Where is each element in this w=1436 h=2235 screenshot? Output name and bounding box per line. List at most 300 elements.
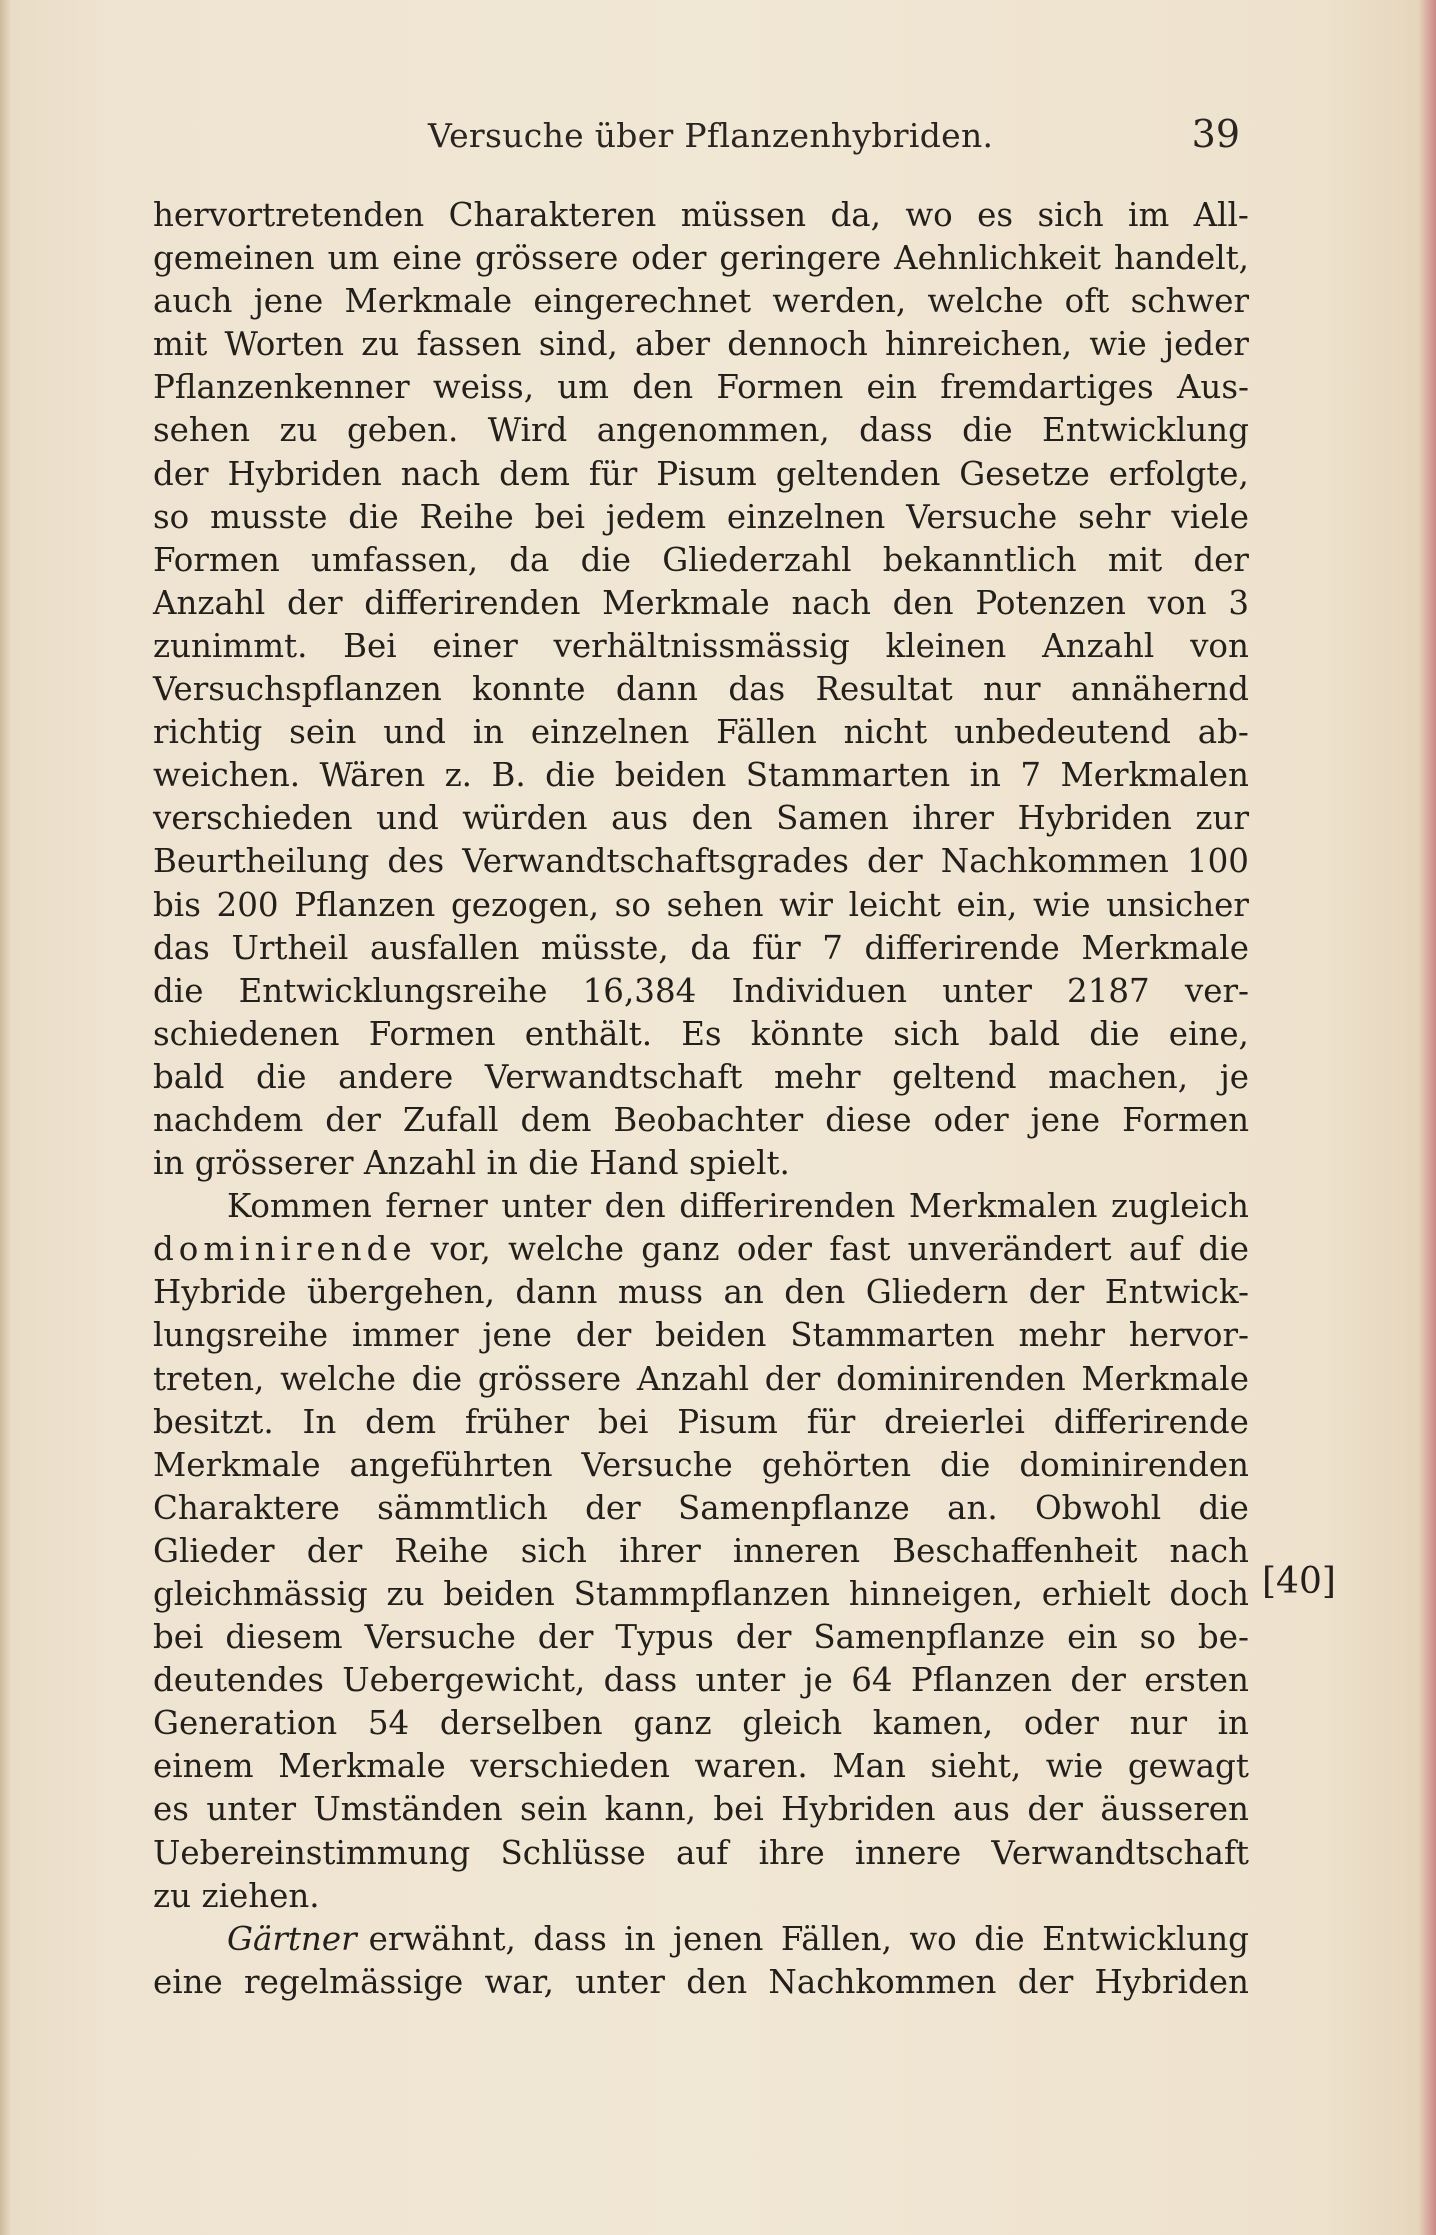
word: Formen xyxy=(153,540,280,579)
word: nur xyxy=(983,670,1041,709)
word: dominirenden xyxy=(1019,1445,1249,1484)
word: auf xyxy=(1128,1230,1182,1269)
word: zugleich xyxy=(1110,1187,1249,1226)
word: geringere xyxy=(719,239,882,278)
word: Merkmale xyxy=(153,1445,321,1484)
word: wie xyxy=(1089,325,1147,364)
word: die xyxy=(545,756,596,795)
word: oder xyxy=(1023,1704,1099,1743)
text-line xyxy=(153,1358,1249,1401)
word: hinneigen, xyxy=(848,1575,1023,1613)
word: Kommen xyxy=(227,1187,372,1226)
word: Merkmale xyxy=(344,282,513,321)
word: Merkmale xyxy=(1081,1359,1249,1398)
word: Es xyxy=(681,1014,722,1053)
word: Charaktere xyxy=(153,1488,340,1527)
word: Obwohl xyxy=(1035,1488,1162,1527)
word: äusseren xyxy=(1100,1790,1249,1829)
text-line xyxy=(153,1056,1249,1099)
word: in xyxy=(1217,1704,1249,1743)
word: das xyxy=(153,928,210,967)
word: geltenden xyxy=(775,454,941,493)
emphasis-gaertner: Gärtner xyxy=(227,1919,357,1958)
word: die xyxy=(962,411,1013,450)
word: oft xyxy=(1064,282,1110,321)
word: Merkmalen xyxy=(1060,756,1249,795)
word: Entwick- xyxy=(1104,1273,1249,1312)
word: bis xyxy=(153,885,201,924)
word: Stammpflanzen xyxy=(573,1575,831,1613)
word: nach xyxy=(400,454,481,493)
word: Umständen xyxy=(313,1790,503,1829)
word: Samenpflanze xyxy=(813,1618,1046,1657)
word: sieht, xyxy=(930,1747,1022,1786)
word: Zufall xyxy=(402,1100,499,1139)
word: Beschaffenheit xyxy=(892,1531,1138,1570)
word: immer xyxy=(351,1316,459,1355)
text-line xyxy=(153,539,1249,582)
text-line xyxy=(153,1185,1249,1228)
word: verhältnissmässig xyxy=(553,626,850,665)
word: 200 xyxy=(216,885,279,924)
word: jeder xyxy=(1164,325,1249,364)
word: der xyxy=(764,1359,821,1398)
word: in xyxy=(472,713,505,752)
word: dennoch xyxy=(727,325,868,364)
word: Anzahl xyxy=(363,1144,477,1183)
word: diesem xyxy=(225,1618,343,1657)
word: differirende xyxy=(1053,1402,1249,1441)
word: des xyxy=(387,842,445,881)
word: es xyxy=(153,1790,189,1829)
text-line xyxy=(153,280,1249,323)
word: unter xyxy=(942,971,1032,1010)
text-line xyxy=(153,1788,1249,1831)
word: jenen xyxy=(673,1919,764,1958)
text-line xyxy=(153,1099,1249,1142)
word: derselben xyxy=(439,1704,603,1743)
word: wie xyxy=(1045,1747,1104,1786)
word: gezogen, xyxy=(451,885,600,924)
word: müssen xyxy=(680,196,807,234)
word: andere xyxy=(338,1057,454,1096)
word: gleichmässig xyxy=(153,1575,368,1613)
word: ihre xyxy=(758,1833,825,1872)
word: inneren xyxy=(732,1531,861,1570)
word: Hand xyxy=(589,1144,679,1183)
word: doch xyxy=(1169,1575,1249,1613)
word: B. xyxy=(491,756,526,795)
text-line xyxy=(153,194,1249,237)
word: Pisum xyxy=(656,454,757,493)
word: auch xyxy=(153,282,233,321)
word: oder xyxy=(933,1100,1009,1139)
word: gewagt xyxy=(1127,1747,1249,1786)
word: dreierlei xyxy=(884,1402,1025,1441)
word: Merkmale xyxy=(602,583,770,622)
word: der xyxy=(325,1100,381,1139)
word: besitzt. xyxy=(153,1402,274,1441)
word: angenommen, xyxy=(596,411,830,450)
word: die xyxy=(1198,1230,1249,1269)
word: Potenzen xyxy=(975,583,1126,622)
word: mehr xyxy=(1018,1316,1106,1355)
text-line xyxy=(153,1013,1249,1056)
text-line xyxy=(153,1271,1249,1314)
word: In xyxy=(302,1402,337,1441)
word: früher xyxy=(464,1402,570,1441)
word: sind, xyxy=(538,325,618,364)
word: Individuen xyxy=(731,971,908,1010)
text-line xyxy=(153,625,1249,668)
word: den xyxy=(691,799,753,838)
word: jene xyxy=(253,282,324,321)
word: aus xyxy=(952,1790,1010,1829)
word: den xyxy=(686,1962,748,2001)
word: ihrer xyxy=(619,1531,701,1570)
text-line xyxy=(153,1745,1249,1788)
word: der xyxy=(306,1531,363,1570)
word: die xyxy=(580,540,632,579)
word: hinreichen, xyxy=(885,325,1073,364)
word: aus xyxy=(611,799,669,838)
word: auf xyxy=(676,1833,729,1872)
word: bekanntlich xyxy=(882,540,1077,579)
word: Urtheil xyxy=(231,928,349,967)
word: oder xyxy=(736,1230,812,1269)
word: lungsreihe xyxy=(153,1316,329,1355)
word: einzelnen xyxy=(530,713,690,752)
word: mehr xyxy=(773,1057,861,1096)
word: unsicher xyxy=(1106,885,1249,924)
body-text xyxy=(153,194,1249,2004)
word: Hybriden xyxy=(781,1790,936,1829)
text-line xyxy=(153,1961,1249,2004)
word: Glieder xyxy=(153,1531,275,1570)
word: Hybriden xyxy=(1094,1962,1249,2001)
word: ab- xyxy=(1197,713,1249,752)
word: nicht xyxy=(843,713,928,752)
word: ziehen. xyxy=(201,1876,320,1915)
word: zu xyxy=(386,1575,425,1613)
word: fast xyxy=(829,1230,891,1269)
text-line xyxy=(153,1573,1249,1616)
word: Hybride xyxy=(153,1273,287,1312)
word: müsste, xyxy=(541,928,669,967)
word: da xyxy=(509,540,550,579)
word: 64 xyxy=(851,1661,893,1700)
word: Beurtheilung xyxy=(153,842,370,881)
word: 2187 xyxy=(1067,971,1150,1010)
word: bald xyxy=(988,1014,1061,1053)
word: jedem xyxy=(605,497,707,536)
word: Hybriden xyxy=(227,454,382,493)
word: eine xyxy=(153,1962,223,2001)
word: Formen xyxy=(716,368,844,407)
word: dann xyxy=(615,670,698,709)
text-line xyxy=(153,840,1249,883)
word: sich xyxy=(1037,196,1104,234)
word: jene xyxy=(1030,1100,1101,1139)
word: aber xyxy=(635,325,710,364)
page-number: 39 xyxy=(1191,112,1240,156)
word: gleich xyxy=(742,1704,843,1743)
word: die xyxy=(411,1359,463,1398)
word: Formen xyxy=(368,1014,496,1053)
word: 54 xyxy=(367,1704,410,1743)
word: könnte xyxy=(750,1014,865,1053)
word: innere xyxy=(854,1833,962,1872)
word: nur xyxy=(1129,1704,1187,1743)
word: Bei xyxy=(343,626,397,665)
word: unverändert xyxy=(907,1230,1112,1269)
word: mit xyxy=(1107,540,1163,579)
word: zur xyxy=(1195,799,1249,838)
word: Merkmalen xyxy=(908,1187,1098,1226)
word: kamen, xyxy=(872,1704,994,1743)
word: den xyxy=(892,583,954,622)
word: leicht xyxy=(848,885,941,924)
word: fremdartiges xyxy=(940,368,1154,407)
word: musste xyxy=(210,497,328,536)
word: in xyxy=(153,1144,185,1183)
word: der xyxy=(867,842,923,881)
page-header xyxy=(160,108,1240,168)
word: ein xyxy=(866,368,918,407)
word: jene xyxy=(482,1316,552,1355)
word: unter xyxy=(695,1661,786,1700)
text-line xyxy=(153,496,1249,539)
word: in xyxy=(969,756,1001,795)
word: das xyxy=(728,670,786,709)
word: bei xyxy=(534,497,586,536)
page-right-edge xyxy=(1418,0,1436,2235)
word: der xyxy=(1193,540,1249,579)
text-line xyxy=(153,1314,1249,1357)
word: so xyxy=(614,885,651,924)
word: ihrer xyxy=(912,799,994,838)
word: welche xyxy=(280,1359,396,1398)
word: sein xyxy=(289,713,357,752)
text-line-rest xyxy=(431,1228,1249,1271)
word: Entwicklungsreihe xyxy=(238,971,548,1010)
word: zu xyxy=(153,1876,192,1915)
word: weiss, xyxy=(432,368,535,407)
word: be- xyxy=(1197,1618,1249,1657)
word: die xyxy=(974,1919,1025,1958)
word: je xyxy=(1219,1057,1249,1096)
word: für xyxy=(752,928,801,967)
word: den xyxy=(604,1187,666,1226)
word: wie xyxy=(1033,885,1091,924)
word: unter xyxy=(206,1790,297,1829)
word: z. xyxy=(444,756,473,795)
word: ferner xyxy=(385,1187,488,1226)
word: die xyxy=(939,1445,991,1484)
text-line xyxy=(153,1832,1249,1875)
text-line-rest xyxy=(369,1918,1249,1961)
word: die xyxy=(1198,1488,1249,1527)
word: Pflanzen xyxy=(294,885,436,924)
word: angeführten xyxy=(349,1445,553,1484)
word: sehr xyxy=(1078,497,1151,536)
text-line xyxy=(153,453,1249,496)
text-line xyxy=(153,1702,1249,1745)
word: richtig xyxy=(153,713,263,752)
word: eine xyxy=(392,239,463,278)
word: unbedeutend xyxy=(954,713,1171,752)
word: ganz xyxy=(633,1704,712,1743)
word: Versuche xyxy=(906,497,1058,536)
word: würden xyxy=(462,799,588,838)
word: Stammarten xyxy=(745,756,951,795)
word: Pisum xyxy=(677,1402,778,1441)
word: Schlüsse xyxy=(500,1833,646,1872)
word: um xyxy=(557,368,609,407)
word: je xyxy=(803,1661,833,1700)
word: Samen xyxy=(776,799,889,838)
word: wir xyxy=(779,885,833,924)
text-line xyxy=(153,884,1249,927)
word: Reihe xyxy=(394,1531,489,1570)
word: Wären xyxy=(319,756,426,795)
word: unter xyxy=(575,1962,665,2001)
word: dem xyxy=(520,1100,592,1139)
word: Fällen xyxy=(716,713,817,752)
word: der xyxy=(585,1488,641,1527)
word: ausfallen xyxy=(370,928,520,967)
word: dominirenden xyxy=(836,1359,1066,1398)
word: dass xyxy=(533,1919,607,1958)
word: dann xyxy=(515,1273,598,1312)
text-line xyxy=(153,927,1249,970)
word: unter xyxy=(501,1187,592,1226)
word: für xyxy=(588,454,638,493)
word: so xyxy=(1139,1618,1176,1657)
word: der xyxy=(286,583,343,622)
word: in xyxy=(486,1144,518,1183)
text-line xyxy=(153,970,1249,1013)
word: differirende xyxy=(864,928,1060,967)
word: fassen xyxy=(416,325,522,364)
word: der xyxy=(153,454,209,493)
word: gemeinen xyxy=(153,239,315,278)
word: Entwicklung xyxy=(1042,1919,1249,1958)
word: diese xyxy=(825,1100,912,1139)
word: und xyxy=(376,799,439,838)
word: an xyxy=(723,1273,764,1312)
word: Fällen, xyxy=(780,1919,892,1958)
word: Pflanzenkenner xyxy=(153,368,410,407)
word: grösserer xyxy=(194,1144,354,1183)
word: Gliederzahl xyxy=(662,540,852,579)
running-title: Versuche über Pflanzenhybriden. xyxy=(428,116,994,155)
word: Generation xyxy=(153,1704,338,1743)
word: Merkmale xyxy=(1081,928,1249,967)
word: ein, xyxy=(956,885,1018,924)
word: Versuchspflanzen xyxy=(153,670,442,709)
word: werden, xyxy=(772,282,907,321)
text-line xyxy=(153,1616,1249,1659)
word: differirenden xyxy=(364,583,581,622)
word: Formen xyxy=(1122,1100,1249,1139)
word: da, xyxy=(830,196,881,234)
text-line xyxy=(153,1142,1249,1185)
word: sehen xyxy=(666,885,764,924)
word: Wird xyxy=(487,411,568,450)
word: All- xyxy=(1193,196,1249,234)
text-line xyxy=(153,668,1249,711)
word: die xyxy=(256,1057,307,1096)
word: handelt, xyxy=(1113,239,1249,278)
word: nach xyxy=(1169,1531,1249,1570)
word: Versuche xyxy=(364,1618,516,1657)
word: bald xyxy=(153,1057,225,1096)
word: spielt. xyxy=(688,1144,790,1183)
word: war, xyxy=(484,1962,554,2001)
word: hervortretenden xyxy=(153,196,425,234)
text-line xyxy=(153,1228,1249,1271)
word: 100 xyxy=(1186,842,1249,881)
word: weichen. xyxy=(153,756,301,795)
word: Gliedern xyxy=(865,1273,1009,1312)
word: kleinen xyxy=(885,626,1007,665)
word: so xyxy=(153,497,190,536)
word: Anzahl xyxy=(1042,626,1155,665)
word: erhielt xyxy=(1041,1575,1151,1613)
text-line xyxy=(153,1487,1249,1530)
word: von xyxy=(1147,583,1207,622)
word: einer xyxy=(432,626,518,665)
word: Reihe xyxy=(419,497,514,536)
word: Beobachter xyxy=(613,1100,804,1139)
word: den xyxy=(632,368,694,407)
word: die xyxy=(1089,1014,1140,1053)
word: in xyxy=(624,1919,656,1958)
word: enthält. xyxy=(524,1014,653,1053)
word: erfolgte, xyxy=(1108,454,1249,493)
word: Entwicklung xyxy=(1042,411,1249,450)
word: der xyxy=(537,1618,594,1657)
word: von xyxy=(1190,626,1249,665)
word: grössere xyxy=(475,239,619,278)
word: wo xyxy=(905,196,953,234)
word: der xyxy=(1017,1962,1074,2001)
word: verschieden xyxy=(470,1747,670,1786)
word: viele xyxy=(1171,497,1249,536)
word: machen, xyxy=(1048,1057,1189,1096)
word: 7 xyxy=(1020,756,1042,795)
word: Pflanzen xyxy=(910,1661,1053,1700)
text-line xyxy=(153,711,1249,754)
word: für xyxy=(806,1402,856,1441)
word: ein xyxy=(1067,1618,1118,1657)
text-line xyxy=(153,1659,1249,1702)
word: einzelnen xyxy=(726,497,886,536)
word: einem xyxy=(153,1747,254,1786)
word: welche xyxy=(927,282,1044,321)
text-line xyxy=(153,797,1249,840)
word: Aehnlichkeit xyxy=(894,239,1101,278)
word: hervor- xyxy=(1128,1316,1249,1355)
word: Verwandtschaftsgrades xyxy=(462,842,849,881)
word: beiden xyxy=(443,1575,555,1613)
word: dem xyxy=(499,454,570,493)
word: differirenden xyxy=(679,1187,896,1226)
word: Verwandtschaft xyxy=(991,1833,1249,1872)
word: es xyxy=(977,196,1014,234)
word: 7 xyxy=(822,928,843,967)
